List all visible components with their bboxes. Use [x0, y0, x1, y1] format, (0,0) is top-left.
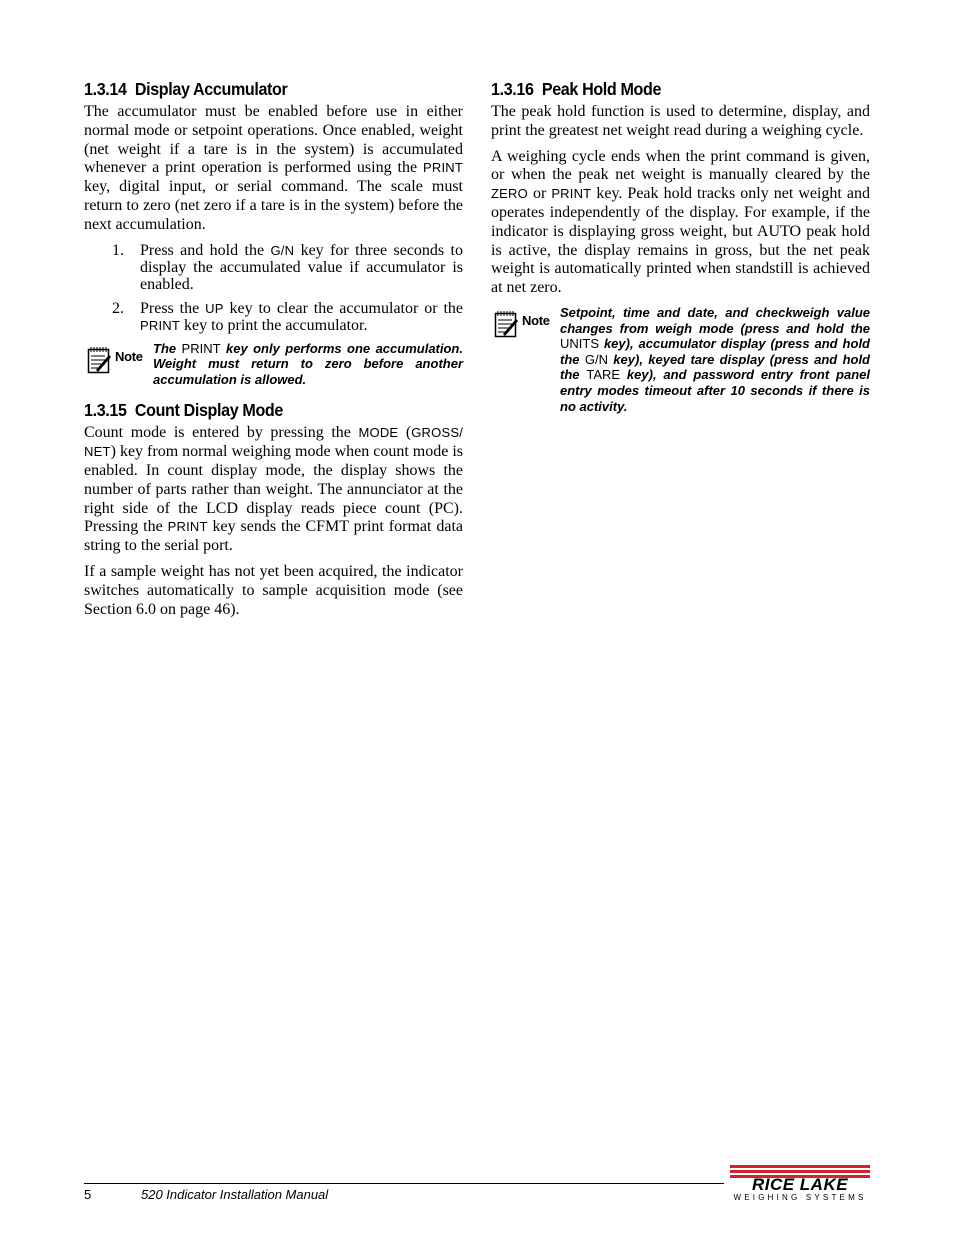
note-label: Note	[522, 312, 550, 328]
logo-brand: RICE LAKE	[751, 1175, 849, 1194]
logo-subtitle: WEIGHING SYSTEMS	[733, 1193, 867, 1202]
text-run: or	[527, 185, 552, 203]
page-number: 5	[84, 1187, 92, 1202]
count-mode-paragraph	[84, 424, 463, 556]
mode-key-ref: MODE	[358, 425, 399, 441]
note-text	[153, 341, 463, 388]
right-column	[491, 78, 870, 426]
text-run: key, digital input, or serial command. The scale must return to zero (net zero if a tare is in the system) before the next accumulation.	[84, 178, 463, 233]
section-heading-count-display-mode	[84, 399, 433, 421]
left-column	[84, 78, 463, 626]
list-item	[84, 300, 463, 334]
zero-key-ref: ZERO	[491, 186, 528, 202]
footer-rule	[84, 1183, 724, 1184]
note-text	[560, 305, 870, 414]
print-key-ref: PRINT	[423, 160, 463, 176]
section-heading-peak-hold-mode	[491, 78, 840, 100]
sample-weight-paragraph: If a sample weight has not yet been acquired, the indicator switches automatically to sample acquisition mode (see Section 6.0 on page 46).	[84, 562, 463, 618]
text-run: A weighing cycle ends when the print command is given, or when the peak net weight is manually cleared by the	[491, 147, 870, 184]
units-key-ref: UNITS	[560, 336, 599, 352]
text-run: The accumulator must be enabled before use in either normal mode or setpoint operations. Once enabled, weight (net weight if a tare is in the system) is accumulated whenever a print operation is performed using the	[84, 103, 463, 177]
gross-net-key-ref: GROSS/ NET	[84, 425, 464, 460]
peak-hold-paragraph-1: The peak hold function is used to determine, display, and print the greatest net weight read during a weighing cycle.	[491, 103, 870, 139]
text-run: Count mode is entered by pressing the	[84, 424, 359, 442]
text-run: key sends the CFMT print format data string to the serial port.	[84, 518, 464, 555]
accumulator-steps-list	[84, 242, 463, 334]
note-timeout	[491, 305, 870, 414]
list-item	[84, 242, 463, 293]
text-run: key. Peak hold tracks only net weight and operates independently of the display. For example, if the indicator is displaying gross weight, but AUTO peak hold is active, the display remains in gross, but the net peak weight is automatically printed when standstill is achieved at net zero.	[491, 185, 871, 297]
section-number: 1.3.14	[84, 79, 127, 99]
print-key-ref: PRINT	[140, 317, 180, 333]
text-run: (	[398, 424, 412, 442]
text-run: key to print the accumulator.	[180, 316, 368, 334]
notepad-icon	[87, 346, 112, 374]
gn-key-ref: G/N	[584, 351, 608, 367]
print-key-ref: PRINT	[181, 340, 221, 356]
accumulator-paragraph	[84, 103, 463, 235]
tare-key-ref: TARE	[586, 367, 621, 383]
section-title: Count Display Mode	[134, 400, 283, 421]
text-run: key to clear the accumulator or the	[223, 299, 463, 317]
text-run: The	[153, 340, 182, 356]
note-accumulation	[84, 341, 463, 388]
text-run: ) key from normal weighing mode when count mode is enabled. In count display mode, the display shows the number of parts rather than weight. The annunciator at the right side of the LCD display reads piece count (PC). Pressing the	[84, 443, 463, 536]
notepad-icon	[494, 310, 519, 338]
print-key-ref: PRINT	[167, 519, 208, 535]
text-run: Setpoint, time and date, and checkweigh value changes from weigh mode (press and hold the	[560, 304, 870, 336]
section-heading-display-accumulator	[84, 78, 433, 100]
text-run: Press the	[140, 299, 206, 317]
text-run: key for three seconds to display the accumulated value if accumulator is enabled.	[140, 241, 464, 293]
print-key-ref: PRINT	[551, 186, 592, 202]
note-badge	[494, 308, 558, 342]
section-title: Display Accumulator	[134, 79, 288, 99]
section-number: 1.3.16	[491, 79, 534, 99]
note-badge	[87, 344, 151, 378]
section-title: Peak Hold Mode	[541, 79, 662, 99]
gn-key-ref: G/N	[270, 242, 295, 258]
text-run: key only performs one accumulation. Weight must return to zero before another accumulation is allowed.	[153, 340, 463, 387]
step-number: 1.	[112, 241, 124, 259]
text-run: Press and hold the	[140, 241, 271, 259]
text-run: key), accumulator display (press and hold the	[560, 336, 870, 367]
up-key-ref: UP	[205, 300, 224, 316]
section-number: 1.3.15	[84, 400, 127, 421]
peak-hold-paragraph-2	[491, 148, 870, 298]
manual-title: 520 Indicator Installation Manual	[141, 1187, 329, 1202]
note-label: Note	[115, 348, 143, 364]
step-number: 2.	[112, 299, 124, 317]
text-run: key), and password entry front panel entry modes timeout after 10 seconds if there is no activity.	[560, 367, 870, 414]
rice-lake-logo	[730, 1165, 870, 1205]
text-run: key), keyed tare display (press and hold the	[560, 351, 870, 383]
